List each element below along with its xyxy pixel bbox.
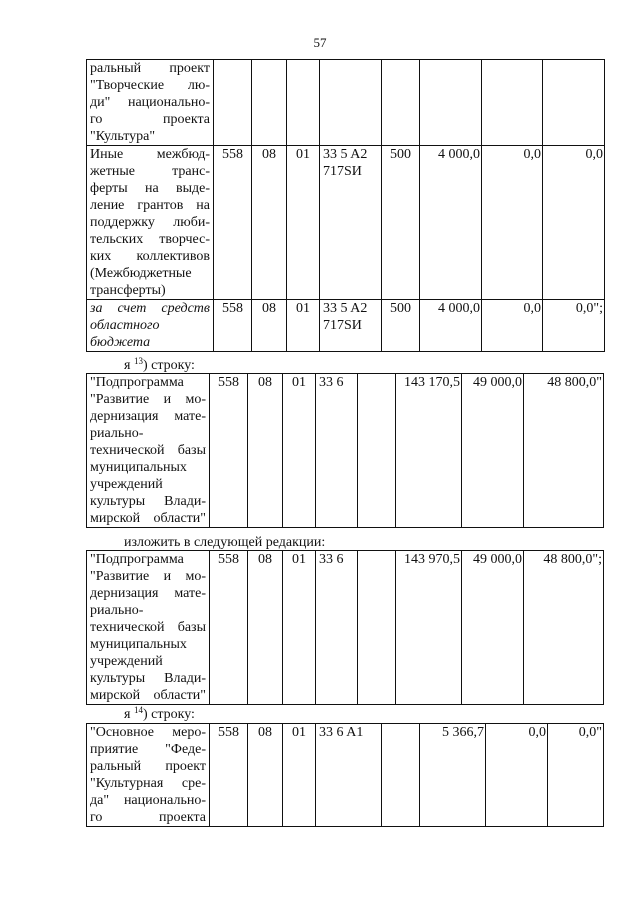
description-line: Иные межбюд- (90, 147, 210, 162)
description-line: ди" национально- (90, 95, 210, 110)
description-line: муниципальных (90, 637, 187, 652)
description-line: "Подпрограмма (90, 375, 184, 390)
description-line: мирской области" (90, 688, 206, 703)
row-description (87, 60, 214, 146)
subsection-code: 01 (287, 300, 320, 352)
target-article-code: 33 6 (316, 374, 358, 528)
caption-prefix: я (124, 358, 134, 373)
budget-table-block-2 (86, 373, 604, 528)
section-code (252, 60, 287, 146)
page-number: 57 (313, 35, 327, 50)
description-line: ральный проект (90, 759, 206, 774)
table-row (87, 146, 605, 300)
amount-year-2: 0,0 (482, 146, 543, 300)
amount-year-3: 48 800,0" (524, 374, 604, 528)
description-line: го проекта (90, 112, 210, 127)
description-line: "Основное меро- (90, 725, 206, 740)
amount-year-1: 143 970,5 (396, 551, 462, 705)
amount-year-3 (543, 60, 605, 146)
description-line: дернизация мате- (90, 586, 206, 601)
description-line: бюджета (90, 335, 151, 350)
description-line: ких коллективов (90, 249, 210, 264)
ministry-code: 558 (210, 551, 248, 705)
amount-year-2: 0,0 (486, 724, 548, 827)
description-line: технической базы (90, 443, 206, 458)
section-code: 08 (252, 146, 287, 300)
ministry-code: 558 (210, 724, 248, 827)
row-description (87, 300, 214, 352)
description-line: дернизация мате- (90, 409, 206, 424)
ministry-code: 558 (210, 374, 248, 528)
caption-row-13 (124, 357, 195, 374)
caption-edit: изложить в следующей редакции: (124, 535, 326, 550)
subsection-code: 01 (283, 374, 316, 528)
description-line: учреждений (90, 477, 163, 492)
ministry-code: 558 (214, 300, 252, 352)
table-row (87, 724, 604, 827)
description-line: мирской области" (90, 511, 206, 526)
row-description (87, 724, 210, 827)
amount-year-3: 0,0"; (543, 300, 605, 352)
target-article-code: 33 5 A2 717SИ (320, 146, 382, 300)
caption-suffix: ) строку: (142, 358, 195, 373)
description-line: приятие "Феде- (90, 742, 206, 757)
subsection-code (287, 60, 320, 146)
amount-year-1: 5 366,7 (420, 724, 486, 827)
description-line: "Культурная сре- (90, 776, 206, 791)
target-article-code (320, 60, 382, 146)
description-line: культуры Влади- (90, 671, 206, 686)
description-line: да" национально- (90, 793, 206, 808)
footnote-mark: 13 (133, 356, 143, 366)
footnote-mark: 14 (133, 705, 143, 715)
subsection-code: 01 (283, 724, 316, 827)
expense-type-code (358, 374, 396, 528)
row-description (87, 146, 214, 300)
description-line: "Развитие и мо- (90, 392, 206, 407)
description-line: ферты на выде- (90, 181, 210, 196)
expense-type-code: 500 (382, 146, 420, 300)
description-line: ральный проект (90, 61, 210, 76)
ministry-code: 558 (214, 146, 252, 300)
description-line: трансферты) (90, 283, 166, 298)
description-line: муниципальных (90, 460, 187, 475)
target-article-code: 33 6 A1 (316, 724, 382, 827)
section-code: 08 (248, 724, 283, 827)
description-line: учреждений (90, 654, 163, 669)
amount-year-3: 48 800,0"; (524, 551, 604, 705)
table-row (87, 60, 605, 146)
target-article-code: 33 5 A2 717SИ (320, 300, 382, 352)
caption-prefix: я (124, 707, 134, 722)
expense-type-code (358, 551, 396, 705)
description-line: риально- (90, 603, 144, 618)
subsection-code: 01 (287, 146, 320, 300)
row-description (87, 551, 210, 705)
description-line: го проекта (90, 810, 206, 825)
description-line: поддержку люби- (90, 215, 210, 230)
amount-year-1: 4 000,0 (420, 300, 482, 352)
budget-table-block-4 (86, 723, 604, 827)
amount-year-1: 143 170,5 (396, 374, 462, 528)
amount-year-2: 49 000,0 (462, 551, 524, 705)
section-code: 08 (252, 300, 287, 352)
section-code: 08 (248, 374, 283, 528)
amount-year-3: 0,0" (548, 724, 604, 827)
description-line: "Культура" (90, 129, 156, 144)
description-line: риально- (90, 426, 144, 441)
amount-year-2: 0,0 (482, 300, 543, 352)
amount-year-3: 0,0 (543, 146, 605, 300)
description-line: за счет средств (90, 301, 210, 316)
caption-row-14 (124, 706, 195, 723)
description-line: жетные транс- (90, 164, 210, 179)
amount-year-1: 4 000,0 (420, 146, 482, 300)
budget-table-block-1 (86, 59, 605, 352)
amount-year-2 (482, 60, 543, 146)
description-line: "Творческие лю- (90, 78, 210, 93)
description-line: тельских творчес- (90, 232, 210, 247)
description-line: "Подпрограмма (90, 552, 184, 567)
section-code: 08 (248, 551, 283, 705)
row-description (87, 374, 210, 528)
description-line: технической базы (90, 620, 206, 635)
budget-table-block-3 (86, 550, 604, 705)
table-row (87, 551, 604, 705)
description-line: "Развитие и мо- (90, 569, 206, 584)
caption-suffix: ) строку: (142, 707, 195, 722)
table-row (87, 300, 605, 352)
target-article-code: 33 6 (316, 551, 358, 705)
expense-type-code (382, 724, 420, 827)
description-line: ление грантов на (90, 198, 210, 213)
ministry-code (214, 60, 252, 146)
description-line: культуры Влади- (90, 494, 206, 509)
description-line: (Межбюджетные (90, 266, 192, 281)
amount-year-2: 49 000,0 (462, 374, 524, 528)
subsection-code: 01 (283, 551, 316, 705)
amount-year-1 (420, 60, 482, 146)
expense-type-code (382, 60, 420, 146)
expense-type-code: 500 (382, 300, 420, 352)
description-line: областного (90, 318, 160, 333)
table-row (87, 374, 604, 528)
